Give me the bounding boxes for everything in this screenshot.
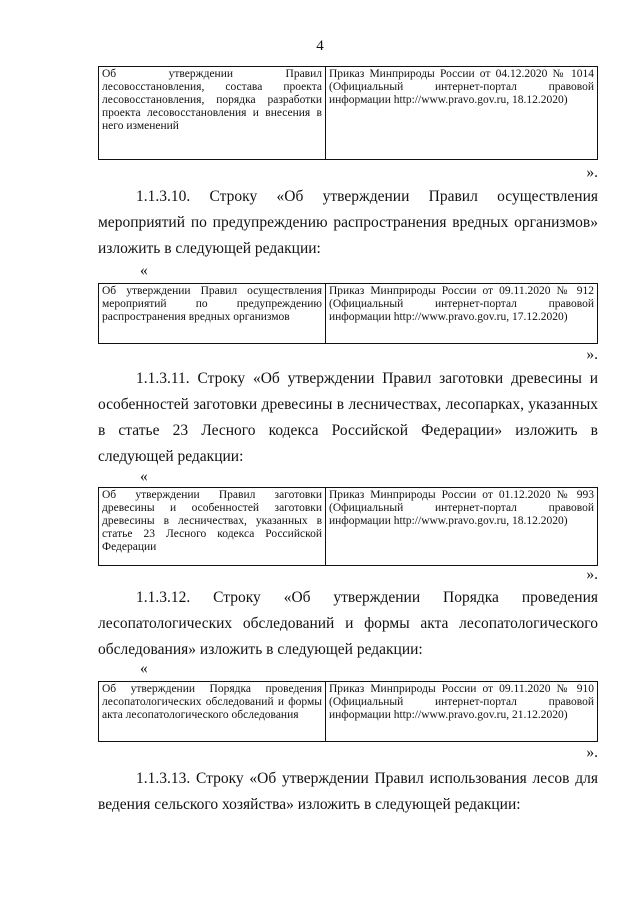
paragraph-text: 1.1.3.13. Строку «Об утверждении Правил использования лесов для ведения сельского хозяйства» изложить в следующей редакции: [98, 770, 598, 813]
opening-quote: « [140, 262, 148, 279]
table-cell-source: Приказ Минприроды России от 04.12.2020 № 1014 (Официальный интернет-портал правовой информации http://www.pravo.gov.ru, 18.12.2020) [326, 67, 598, 160]
table-cell-source: Приказ Минприроды России от 09.11.2020 № 912 (Официальный интернет-портал правовой информации http://www.pravo.gov.ru, 17.12.2020) [326, 284, 598, 344]
table-row [99, 488, 598, 566]
paragraph-1-1-3-10 [98, 184, 598, 262]
table-cell-source: Приказ Минприроды России от 09.11.2020 № 910 (Официальный интернет-портал правовой информации http://www.pravo.gov.ru, 21.12.2020) [326, 682, 598, 742]
regulation-table-4 [98, 681, 598, 742]
opening-quote: « [140, 660, 148, 677]
table-cell-title: Об утверждении Правил заготовки древесины и особенностей заготовки древесины в лесничествах, указанных в статье 23 Лесного кодекса Российской Федерации [99, 488, 326, 566]
opening-quote: « [140, 468, 148, 485]
closing-quote: ». [586, 346, 598, 363]
table-row [99, 682, 598, 742]
paragraph-text: 1.1.3.10. Строку «Об утверждении Правил осуществления мероприятий по предупреждению распространения вредных организмов» изложить в следующей редакции: [98, 188, 598, 257]
paragraph-text: 1.1.3.12. Строку «Об утверждении Порядка проведения лесопатологических обследований и формы акта лесопатологического обследования» изложить в следующей редакции: [98, 589, 598, 658]
table-cell-source: Приказ Минприроды России от 01.12.2020 № 993 (Официальный интернет-портал правовой информации http://www.pravo.gov.ru, 18.12.2020) [326, 488, 598, 566]
page-number: 4 [316, 38, 324, 54]
closing-quote: ». [586, 566, 598, 583]
regulation-table-2 [98, 283, 598, 344]
closing-quote: ». [586, 744, 598, 761]
paragraph-1-1-3-12 [98, 585, 598, 663]
regulation-table-1 [98, 66, 598, 160]
table-cell-title: Об утверждении Правил осуществления мероприятий по предупреждению распространения вредных организмов [99, 284, 326, 344]
closing-quote: ». [586, 164, 598, 181]
paragraph-1-1-3-13 [98, 766, 598, 818]
table-row [99, 67, 598, 160]
table-row [99, 284, 598, 344]
table-cell-title: Об утверждении Правил лесовосстановления, состава проекта лесовосстановления, порядка разработки проекта лесовосстановления и внесения в него изменений [99, 67, 326, 160]
paragraph-text: 1.1.3.11. Строку «Об утверждении Правил заготовки древесины и особенностей заготовки древесины в лесничествах, лесопарках, указанных в статье 23 Лесного кодекса Российской Федерации» изложить в следующей редакции: [98, 370, 598, 465]
regulation-table-3 [98, 487, 598, 566]
paragraph-1-1-3-11 [98, 366, 598, 470]
table-cell-title: Об утверждении Порядка проведения лесопатологических обследований и формы акта лесопатологического обследования [99, 682, 326, 742]
